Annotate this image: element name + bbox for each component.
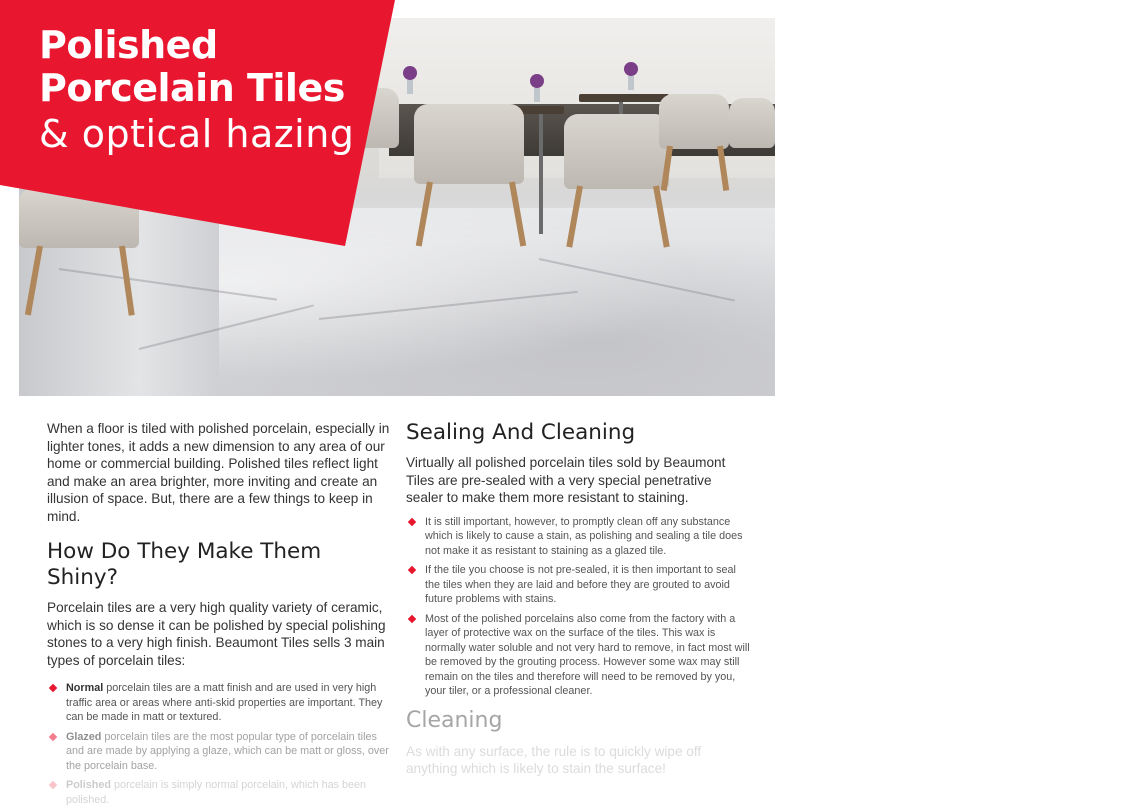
cleaning-paragraph: As with any surface, the rule is to quickly wipe off anything which is likely to stain the surface! [406, 743, 702, 776]
list-item [47, 681, 392, 725]
list-item-text: porcelain is simply normal porcelain, which has been polished. [66, 779, 367, 806]
right-column [406, 420, 751, 778]
list-item-term: Polished [66, 779, 111, 791]
title-line-3: & optical hazing [39, 112, 355, 156]
diamond-bullet-icon [408, 517, 416, 525]
diamond-bullet-icon [408, 566, 416, 574]
title-line-1: Polished [39, 23, 218, 67]
chair [729, 98, 775, 148]
section-heading-shiny: How Do They Make Them Shiny? [47, 539, 322, 590]
sealing-paragraph: Virtually all polished porcelain tiles sold by Beaumont Tiles are pre-sealed with a very special penetrative sealer to make them more resistant to staining. [406, 455, 726, 505]
sealing-list [406, 515, 751, 699]
diamond-bullet-icon [49, 684, 57, 692]
flower [624, 62, 638, 76]
list-item-text: It is still important, however, to promptly clean off any substance which is likely to cause a stain, as polishing and sealing a tile does not make it as resistant to staining as a glazed tile. [425, 515, 743, 557]
flower [530, 74, 544, 88]
diamond-bullet-icon [408, 614, 416, 622]
page-title [39, 24, 354, 158]
list-item [47, 730, 392, 774]
list-item-text: porcelain tiles are the most popular type of porcelain tiles and are made by applying a glaze, which can be matt or gloss, over the porcelain base. [66, 730, 389, 772]
diamond-bullet-icon [49, 732, 57, 740]
section-heading-cleaning: Cleaning [406, 707, 503, 733]
tile-type-list [47, 681, 392, 807]
list-item [47, 778, 392, 807]
shiny-paragraph: Porcelain tiles are a very high quality variety of ceramic, which is so dense it can be polished by special polishing stones to a very high finish. Beaumont Tiles sells 3 main types of porcelain tiles: [47, 600, 386, 668]
list-item-term: Normal [66, 682, 104, 694]
table [579, 94, 669, 102]
title-line-2: Porcelain Tiles [39, 66, 345, 110]
list-item-term: Glazed [66, 730, 102, 743]
chair [659, 94, 729, 149]
vase [628, 76, 634, 90]
intro-paragraph: When a floor is tiled with polished porcelain, especially in lighter tones, it adds a new dimension to any area of our home or commercial building. Polished tiles reflect light and make an area brighter, more inviting and create an illusion of space. But, there are a few things to keep in mind. [47, 421, 390, 524]
vase [407, 80, 413, 94]
list-item-text: porcelain tiles are a matt finish and are used in very high traffic area or areas where anti-skid properties are important. They can be made in matt or textured. [66, 682, 383, 723]
vase [534, 88, 540, 102]
left-column [47, 420, 392, 812]
chair [564, 114, 669, 189]
table-leg [539, 114, 543, 234]
list-item [406, 612, 751, 699]
section-heading-sealing: Sealing And Cleaning [406, 420, 636, 445]
list-item-text: If the tile you choose is not pre-sealed, it is then important to seal the tiles when they are laid and before they are grouted to avoid future problems with stains. [425, 564, 736, 605]
list-item-text: Most of the polished porcelains also come from the factory with a layer of protective wax on the surface of the tiles. This wax is normally water soluble and not very hard to remove, in fact most will be removed by the grouting process. However some wax may still remain on the tiles and therefore will need to be removed by you, your tiler, or a professional cleaner. [425, 612, 750, 697]
flower [403, 66, 417, 80]
list-item [406, 563, 751, 607]
list-item [406, 515, 751, 559]
chair [414, 104, 524, 184]
diamond-bullet-icon [49, 781, 57, 789]
